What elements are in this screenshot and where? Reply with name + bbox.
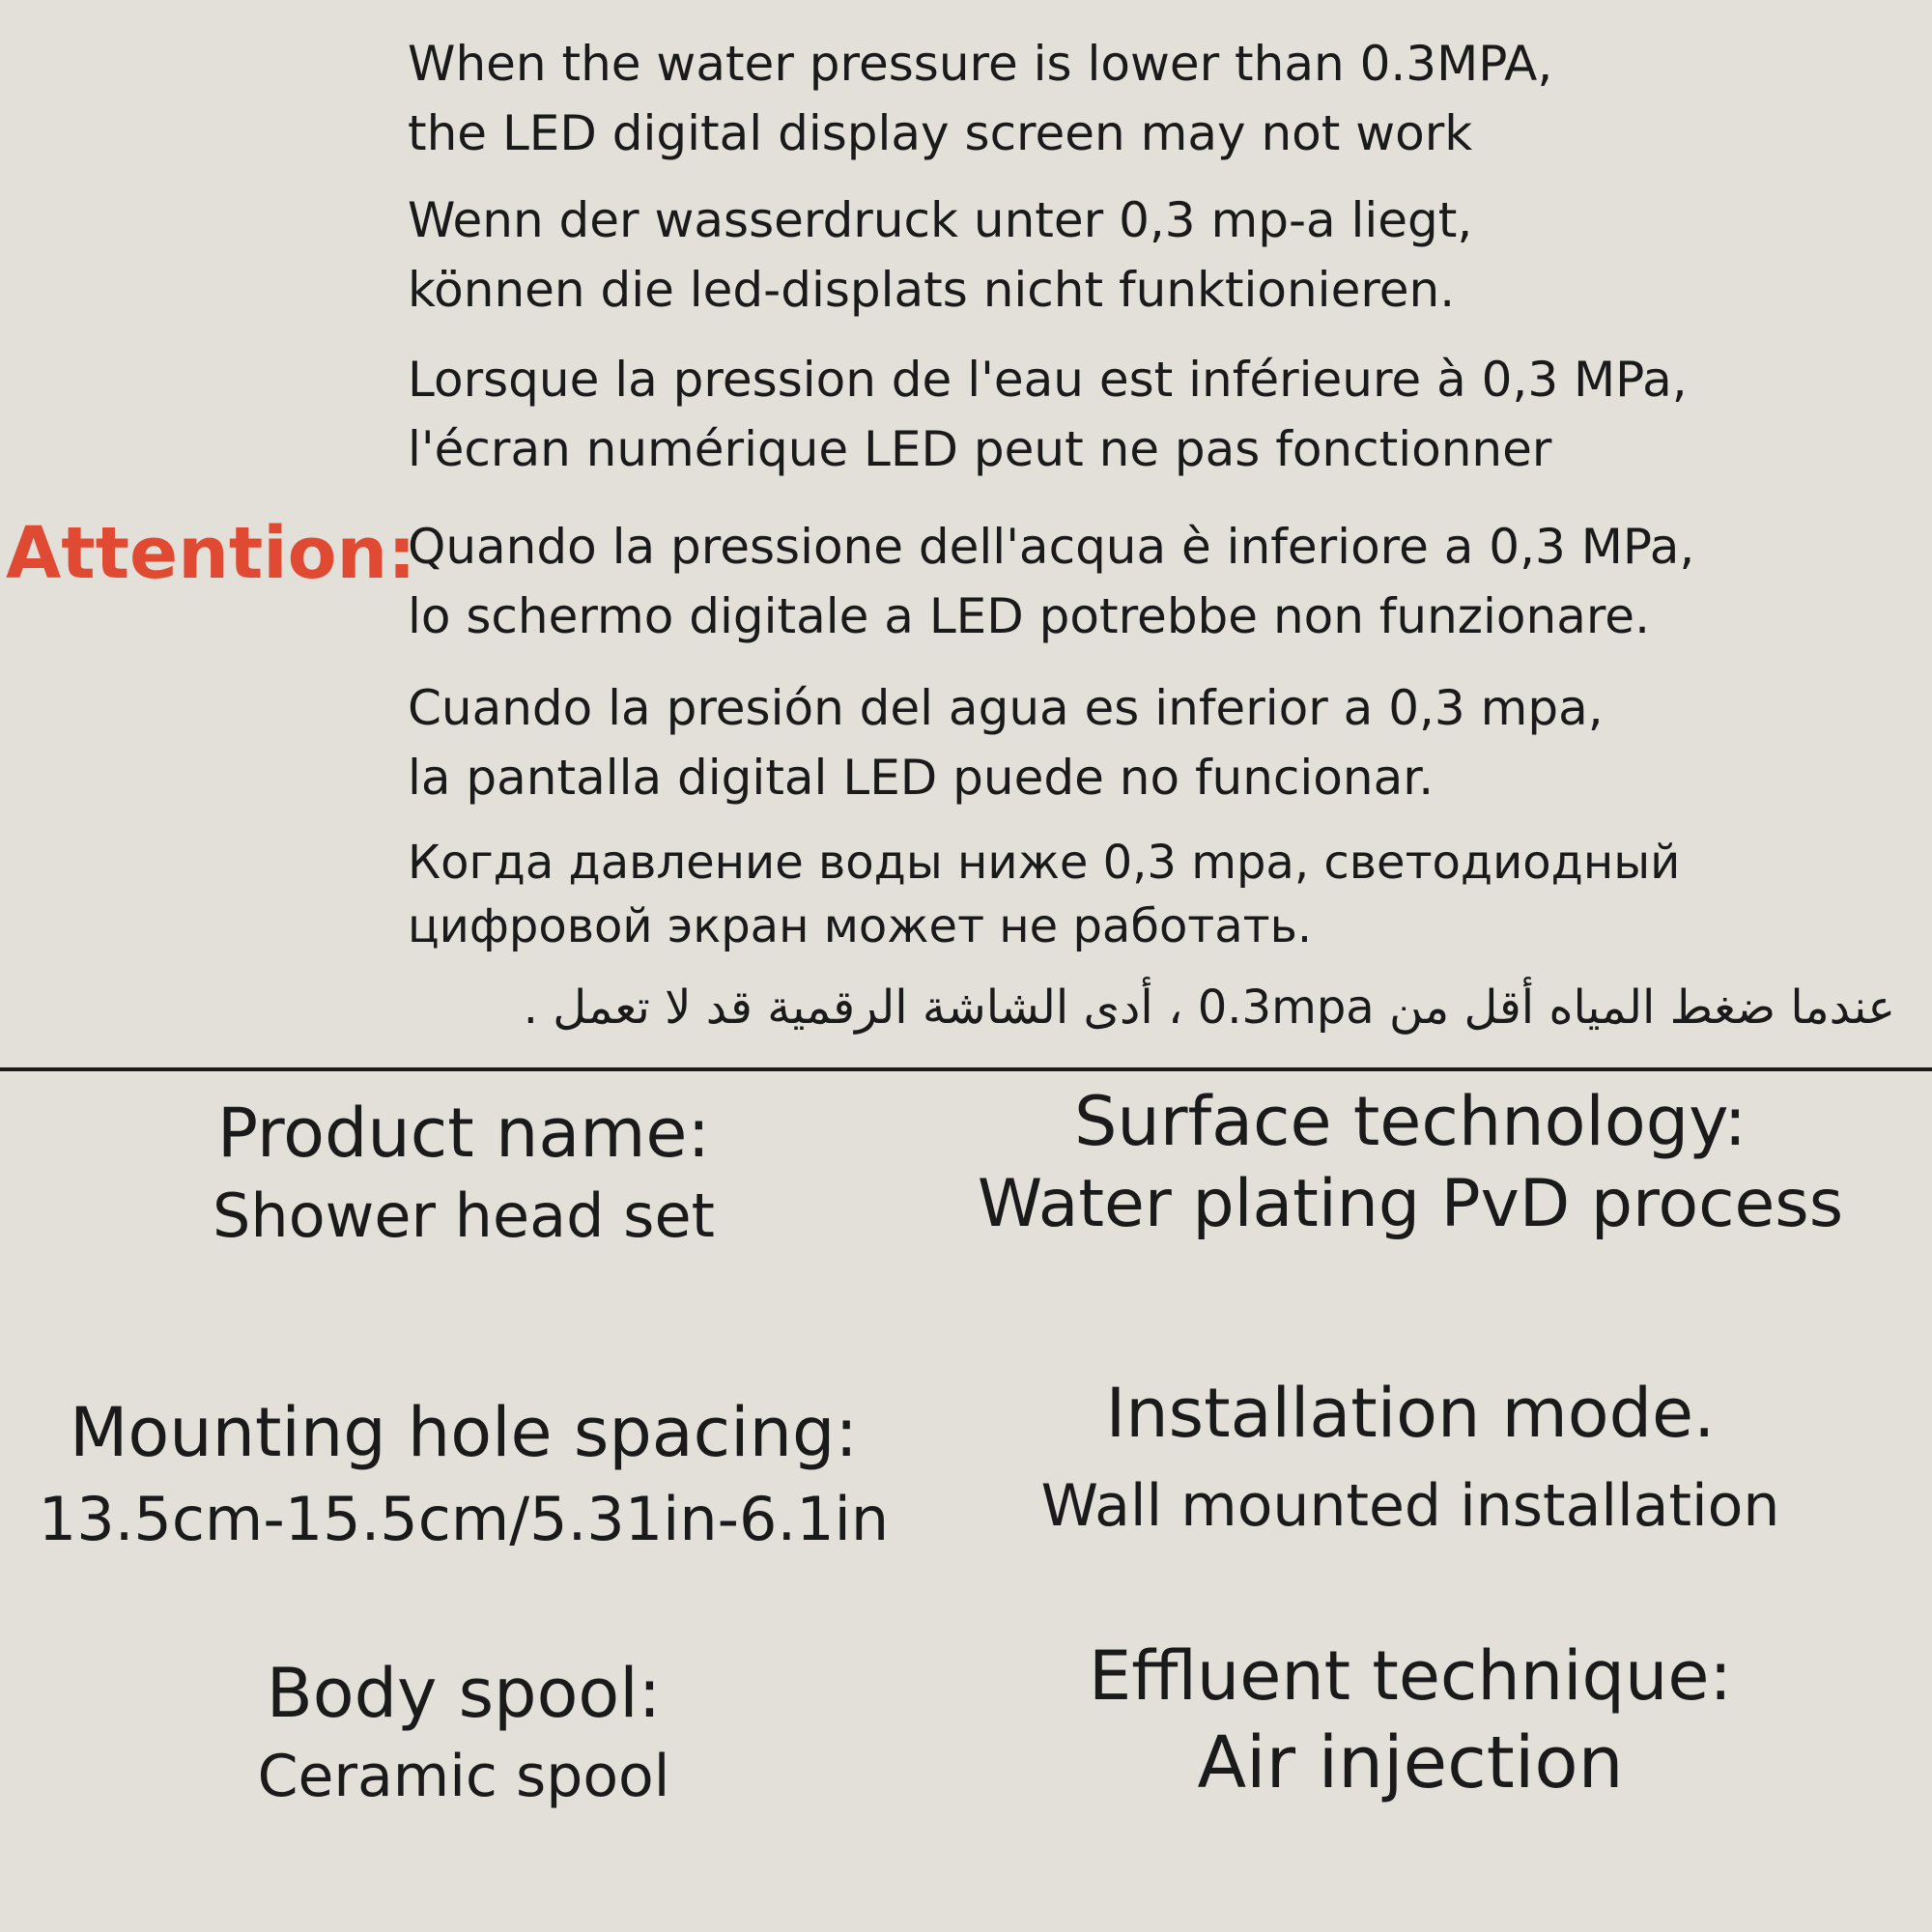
notice-line: können die led-displats nicht funktionieren. <box>408 262 1456 318</box>
notice-russian <box>408 831 1924 958</box>
notice-french <box>408 345 1924 484</box>
spec-product-name <box>77 1092 850 1258</box>
notice-line: la pantalla digital LED puede no funcionar. <box>408 750 1435 806</box>
spec-value: Air injection <box>1197 1721 1624 1804</box>
notice-line: Cuando la presión del agua es inferior a 0,3 mpa, <box>408 680 1604 736</box>
spec-label: Product name: <box>216 1094 711 1173</box>
spec-installation-mode <box>927 1372 1893 1548</box>
spec-body-spool <box>77 1652 850 1818</box>
notice-line: Quando la pressione dell'acqua è inferiore a 0,3 MPa, <box>408 519 1695 575</box>
spec-value: Shower head set <box>213 1180 715 1251</box>
notice-line: lo schermo digitale a LED potrebbe non funzionare. <box>408 588 1650 644</box>
spec-value: Wall mounted installation <box>1040 1472 1780 1540</box>
notice-arabic: عندما ضغط المياه أقل من 0.3mpa ، أدى الشاشة الرقمية قد لا تعمل . <box>523 980 1895 1035</box>
notice-line: the LED digital display screen may not work <box>408 105 1473 161</box>
spec-value: 13.5cm-15.5cm/5.31in-6.1in <box>38 1484 890 1554</box>
spec-label: Mounting hole spacing: <box>70 1393 858 1472</box>
spec-value: Ceramic spool <box>257 1743 670 1810</box>
section-divider <box>0 1067 1932 1071</box>
notice-line: Когда давление воды ниже 0,3 mpa, светодиодный <box>408 836 1681 890</box>
notice-line: Lorsque la pression de l'eau est inférieure à 0,3 MPa, <box>408 352 1688 408</box>
notice-line: цифровой экран может не работать. <box>408 899 1313 953</box>
notice-spanish <box>408 673 1924 812</box>
spec-effluent-technique <box>927 1634 1893 1804</box>
spec-value: Water plating PvD process <box>977 1166 1844 1242</box>
spec-label: Effluent technique: <box>1088 1636 1733 1716</box>
notice-line: When the water pressure is lower than 0.3MPA, <box>408 36 1553 92</box>
spec-label: Installation mode. <box>1105 1374 1716 1453</box>
notice-german <box>408 185 1924 325</box>
notice-line: l'écran numérique LED peut ne pas fonctionner <box>408 421 1552 477</box>
spec-label: Surface technology: <box>1073 1082 1747 1161</box>
spec-mounting-hole-spacing <box>0 1391 927 1561</box>
spec-label: Body spool: <box>266 1654 662 1733</box>
notice-italian <box>408 512 1924 651</box>
notice-line: Wenn der wasserdruck unter 0,3 mp-a liegt, <box>408 192 1473 248</box>
spec-surface-technology <box>927 1080 1893 1246</box>
notice-english <box>408 29 1924 168</box>
attention-label: Attention: <box>6 512 416 595</box>
